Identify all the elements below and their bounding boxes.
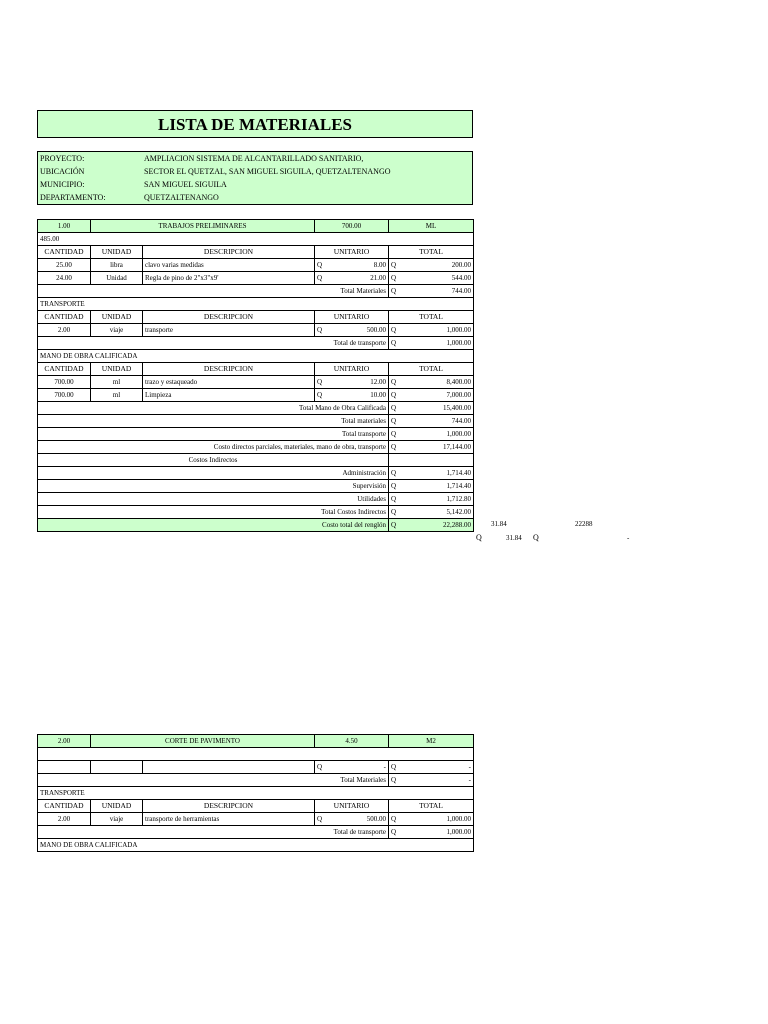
currency-symbol: Q (391, 815, 397, 823)
col-descripcion: DESCRIPCION (143, 246, 315, 259)
unitario-value: 10.00 (370, 391, 387, 399)
indirect-item-label: Supervisión (38, 480, 389, 493)
section-number: 1.00 (38, 220, 91, 233)
currency-symbol: Q (391, 776, 397, 784)
total-value: 1,000.00 (446, 815, 471, 823)
currency-symbol: Q (391, 274, 397, 282)
cell-cantidad: 2.00 (38, 813, 91, 826)
info-value: SAN MIGUEL SIGUILA (144, 180, 227, 189)
col-descripcion: DESCRIPCION (143, 800, 315, 813)
indirect-value: 1,712.80 (446, 495, 472, 503)
cell-descripcion: clavo varias medidas (143, 259, 315, 272)
col-total: TOTAL (389, 246, 474, 259)
total-value: 1,000.00 (446, 326, 472, 334)
side-currency-1: Q (476, 533, 482, 542)
cell-descripcion: Regla de pino de 2"x3"x9' (143, 272, 315, 285)
cell-unidad: viaje (91, 813, 143, 826)
currency-symbol: Q (391, 495, 397, 503)
currency-symbol: Q (391, 828, 397, 836)
summary-value: 15,400.00 (443, 404, 472, 412)
empty-cell (38, 748, 474, 761)
col-cantidad: CANTIDAD (38, 800, 91, 813)
currency-symbol: Q (317, 815, 323, 823)
transporte-label: TRANSPORTE (38, 298, 474, 311)
transporte-label: TRANSPORTE (38, 787, 474, 800)
summary-label: Costo directos parciales, materiales, mano de obra, transporte (38, 441, 389, 454)
sub-quantity-row (38, 233, 474, 246)
total-transporte-row (38, 826, 474, 839)
summary-value: 744.00 (451, 417, 472, 425)
summary-cell (389, 402, 474, 415)
table-row (38, 761, 474, 774)
info-row-municipio (38, 178, 472, 191)
cell-unidad: libra (91, 259, 143, 272)
summary-value: 1,000.00 (446, 430, 472, 438)
cell-unitario (315, 259, 389, 272)
cell-cantidad: 2.00 (38, 324, 91, 337)
unitario-value: 21.00 (370, 274, 387, 282)
total-transporte-cell (389, 337, 474, 350)
total-materiales-cell (389, 774, 474, 787)
col-unidad: UNIDAD (91, 246, 143, 259)
total-transporte-value: 1,000.00 (446, 339, 472, 347)
mano-obra-label-row (38, 350, 474, 363)
transporte-label-row (38, 787, 474, 800)
total-value: 8,400.00 (446, 378, 472, 386)
cell-descripcion: Limpieza (143, 389, 315, 402)
section-unit: ML (389, 220, 474, 233)
unitario-value: - (383, 763, 386, 771)
currency-symbol: Q (391, 326, 397, 334)
transporte-label-row (38, 298, 474, 311)
indirect-cell (389, 493, 474, 506)
col-total: TOTAL (389, 363, 474, 376)
cell-descripcion: transporte (143, 324, 315, 337)
currency-symbol: Q (317, 261, 323, 269)
currency-symbol: Q (391, 508, 397, 516)
cell-total (389, 324, 474, 337)
summary-label: Total Mano de Obra Calificada (38, 402, 389, 415)
total-transporte-row (38, 337, 474, 350)
indirect-label: Costos Indirectos (38, 454, 389, 467)
summary-row (38, 441, 474, 454)
section2-table (37, 734, 474, 852)
col-unidad: UNIDAD (91, 800, 143, 813)
section-header-row (38, 735, 474, 748)
table-row (38, 376, 474, 389)
col-unidad: UNIDAD (91, 363, 143, 376)
cell-unitario (315, 324, 389, 337)
cell-unitario (315, 272, 389, 285)
currency-symbol: Q (317, 378, 323, 386)
total-materiales-label: Total Materiales (38, 774, 389, 787)
table-row (38, 813, 474, 826)
indirect-cell (389, 467, 474, 480)
section-name: TRABAJOS PRELIMINARES (91, 220, 315, 233)
info-value: AMPLIACION SISTEMA DE ALCANTARILLADO SANITARIO, (144, 154, 364, 163)
cell-unitario (315, 761, 389, 774)
indirect-item-label: Administración (38, 467, 389, 480)
info-row-departamento (38, 191, 472, 204)
blank-row (38, 748, 474, 761)
cell-cantidad: 24.00 (38, 272, 91, 285)
cell-total (389, 376, 474, 389)
cell-unidad: ml (91, 389, 143, 402)
sub-quantity: 485.00 (38, 233, 474, 246)
summary-row (38, 428, 474, 441)
grand-total-value: 22,288.00 (443, 521, 472, 529)
info-row-ubicacion (38, 165, 472, 178)
cell-cantidad: 700.00 (38, 389, 91, 402)
indirect-row (38, 493, 474, 506)
mano-obra-label: MANO DE OBRA CALIFICADA (38, 839, 474, 852)
currency-symbol: Q (391, 469, 397, 477)
col-unitario: UNITARIO (315, 246, 389, 259)
section-quantity: 4.50 (315, 735, 389, 748)
total-transporte-label: Total de transporte (38, 337, 389, 350)
summary-cell (389, 441, 474, 454)
empty-cell (389, 454, 474, 467)
unitario-value: 12.00 (370, 378, 387, 386)
unitario-value: 8.00 (373, 261, 387, 269)
cell-total (389, 761, 474, 774)
mano-obra-label-row (38, 839, 474, 852)
section1-table (37, 219, 474, 532)
cell-total (389, 813, 474, 826)
total-value: 7,000.00 (446, 391, 472, 399)
cell-total (389, 259, 474, 272)
cell-total (389, 272, 474, 285)
col-cantidad: CANTIDAD (38, 246, 91, 259)
col-descripcion: DESCRIPCION (143, 363, 315, 376)
total-value: 200.00 (451, 261, 472, 269)
info-label: UBICACIÓN (40, 167, 85, 176)
col-unitario: UNITARIO (315, 363, 389, 376)
currency-symbol: Q (391, 391, 397, 399)
currency-symbol: Q (391, 443, 397, 451)
currency-symbol: Q (391, 430, 397, 438)
total-transporte-cell (389, 826, 474, 839)
table-row (38, 389, 474, 402)
cell-cantidad: 25.00 (38, 259, 91, 272)
total-value: 544.00 (451, 274, 472, 282)
project-info (37, 151, 473, 205)
total-transporte-label: Total de transporte (38, 826, 389, 839)
currency-symbol: Q (391, 287, 397, 295)
unitario-value: 500.00 (366, 326, 387, 334)
total-materiales-value: - (468, 776, 471, 784)
total-value: - (468, 763, 471, 771)
currency-symbol: Q (391, 378, 397, 386)
cell-unitario (315, 389, 389, 402)
indirect-row (38, 480, 474, 493)
total-transporte-value: 1,000.00 (446, 828, 471, 836)
side-value-3: 31.84 (506, 534, 522, 542)
cell-descripcion: transporte de herramientas (143, 813, 315, 826)
info-value: QUETZALTENANGO (144, 193, 219, 202)
currency-symbol: Q (317, 391, 323, 399)
side-value-2: 22288 (575, 520, 593, 528)
cell-unitario (315, 813, 389, 826)
side-currency-2: Q (533, 533, 539, 542)
table-row (38, 272, 474, 285)
cell-unidad: Unidad (91, 272, 143, 285)
column-header-row (38, 246, 474, 259)
grand-total-row (38, 519, 474, 532)
section-header-row (38, 220, 474, 233)
cell-total (389, 389, 474, 402)
total-indirect-cell (389, 506, 474, 519)
currency-symbol: Q (391, 261, 397, 269)
cell-cantidad: 700.00 (38, 376, 91, 389)
cell-unidad: ml (91, 376, 143, 389)
summary-label: Total transporte (38, 428, 389, 441)
total-indirect-row (38, 506, 474, 519)
info-row-proyecto (38, 152, 472, 165)
column-header-row (38, 363, 474, 376)
section-unit: M2 (389, 735, 474, 748)
indirect-cell (389, 480, 474, 493)
grand-total-label: Costo total del renglón (38, 519, 389, 532)
grand-total-cell (389, 519, 474, 532)
info-label: PROYECTO: (40, 154, 85, 163)
col-descripcion: DESCRIPCION (143, 311, 315, 324)
cell-cantidad (38, 761, 91, 774)
cell-descripcion: trazo y estaqueado (143, 376, 315, 389)
currency-symbol: Q (317, 274, 323, 282)
total-materiales-value: 744.00 (451, 287, 472, 295)
table-row (38, 324, 474, 337)
unitario-value: 500.00 (366, 815, 386, 823)
currency-symbol: Q (317, 326, 323, 334)
section-number: 2.00 (38, 735, 91, 748)
total-materiales-label: Total Materiales (38, 285, 389, 298)
side-dash: - (627, 534, 630, 542)
currency-symbol: Q (391, 417, 397, 425)
info-label: MUNICIPIO: (40, 180, 85, 189)
currency-symbol: Q (391, 521, 397, 529)
info-label: DEPARTAMENTO: (40, 193, 106, 202)
total-materiales-cell (389, 285, 474, 298)
currency-symbol: Q (391, 763, 397, 771)
total-materiales-row (38, 285, 474, 298)
summary-value: 17,144.00 (443, 443, 472, 451)
col-unitario: UNITARIO (315, 311, 389, 324)
section-name: CORTE DE PAVIMENTO (91, 735, 315, 748)
total-materiales-row (38, 774, 474, 787)
currency-symbol: Q (391, 404, 397, 412)
table-row (38, 259, 474, 272)
total-indirect-label: Total Costos Indirectos (38, 506, 389, 519)
page-title: LISTA DE MATERIALES (37, 110, 473, 138)
col-unidad: UNIDAD (91, 311, 143, 324)
section-quantity: 700.00 (315, 220, 389, 233)
cell-unitario (315, 376, 389, 389)
col-total: TOTAL (389, 800, 474, 813)
summary-row (38, 402, 474, 415)
col-total: TOTAL (389, 311, 474, 324)
side-value-1: 31.84 (491, 520, 507, 528)
mano-obra-label: MANO DE OBRA CALIFICADA (38, 350, 474, 363)
col-unitario: UNITARIO (315, 800, 389, 813)
column-header-row (38, 800, 474, 813)
cell-unidad: viaje (91, 324, 143, 337)
total-indirect-value: 5,142.00 (446, 508, 472, 516)
summary-row (38, 415, 474, 428)
indirect-item-label: Utilidades (38, 493, 389, 506)
currency-symbol: Q (391, 339, 397, 347)
summary-cell (389, 415, 474, 428)
cell-unidad (91, 761, 143, 774)
indirect-label-row (38, 454, 474, 467)
column-header-row (38, 311, 474, 324)
cell-descripcion (143, 761, 315, 774)
summary-label: Total materiales (38, 415, 389, 428)
col-cantidad: CANTIDAD (38, 363, 91, 376)
col-cantidad: CANTIDAD (38, 311, 91, 324)
currency-symbol: Q (317, 763, 323, 771)
info-value: SECTOR EL QUETZAL, SAN MIGUEL SIGUILA, QUETZALTENANGO (144, 167, 391, 176)
summary-cell (389, 428, 474, 441)
indirect-value: 1,714.40 (446, 469, 472, 477)
currency-symbol: Q (391, 482, 397, 490)
indirect-row (38, 467, 474, 480)
indirect-value: 1,714.40 (446, 482, 472, 490)
